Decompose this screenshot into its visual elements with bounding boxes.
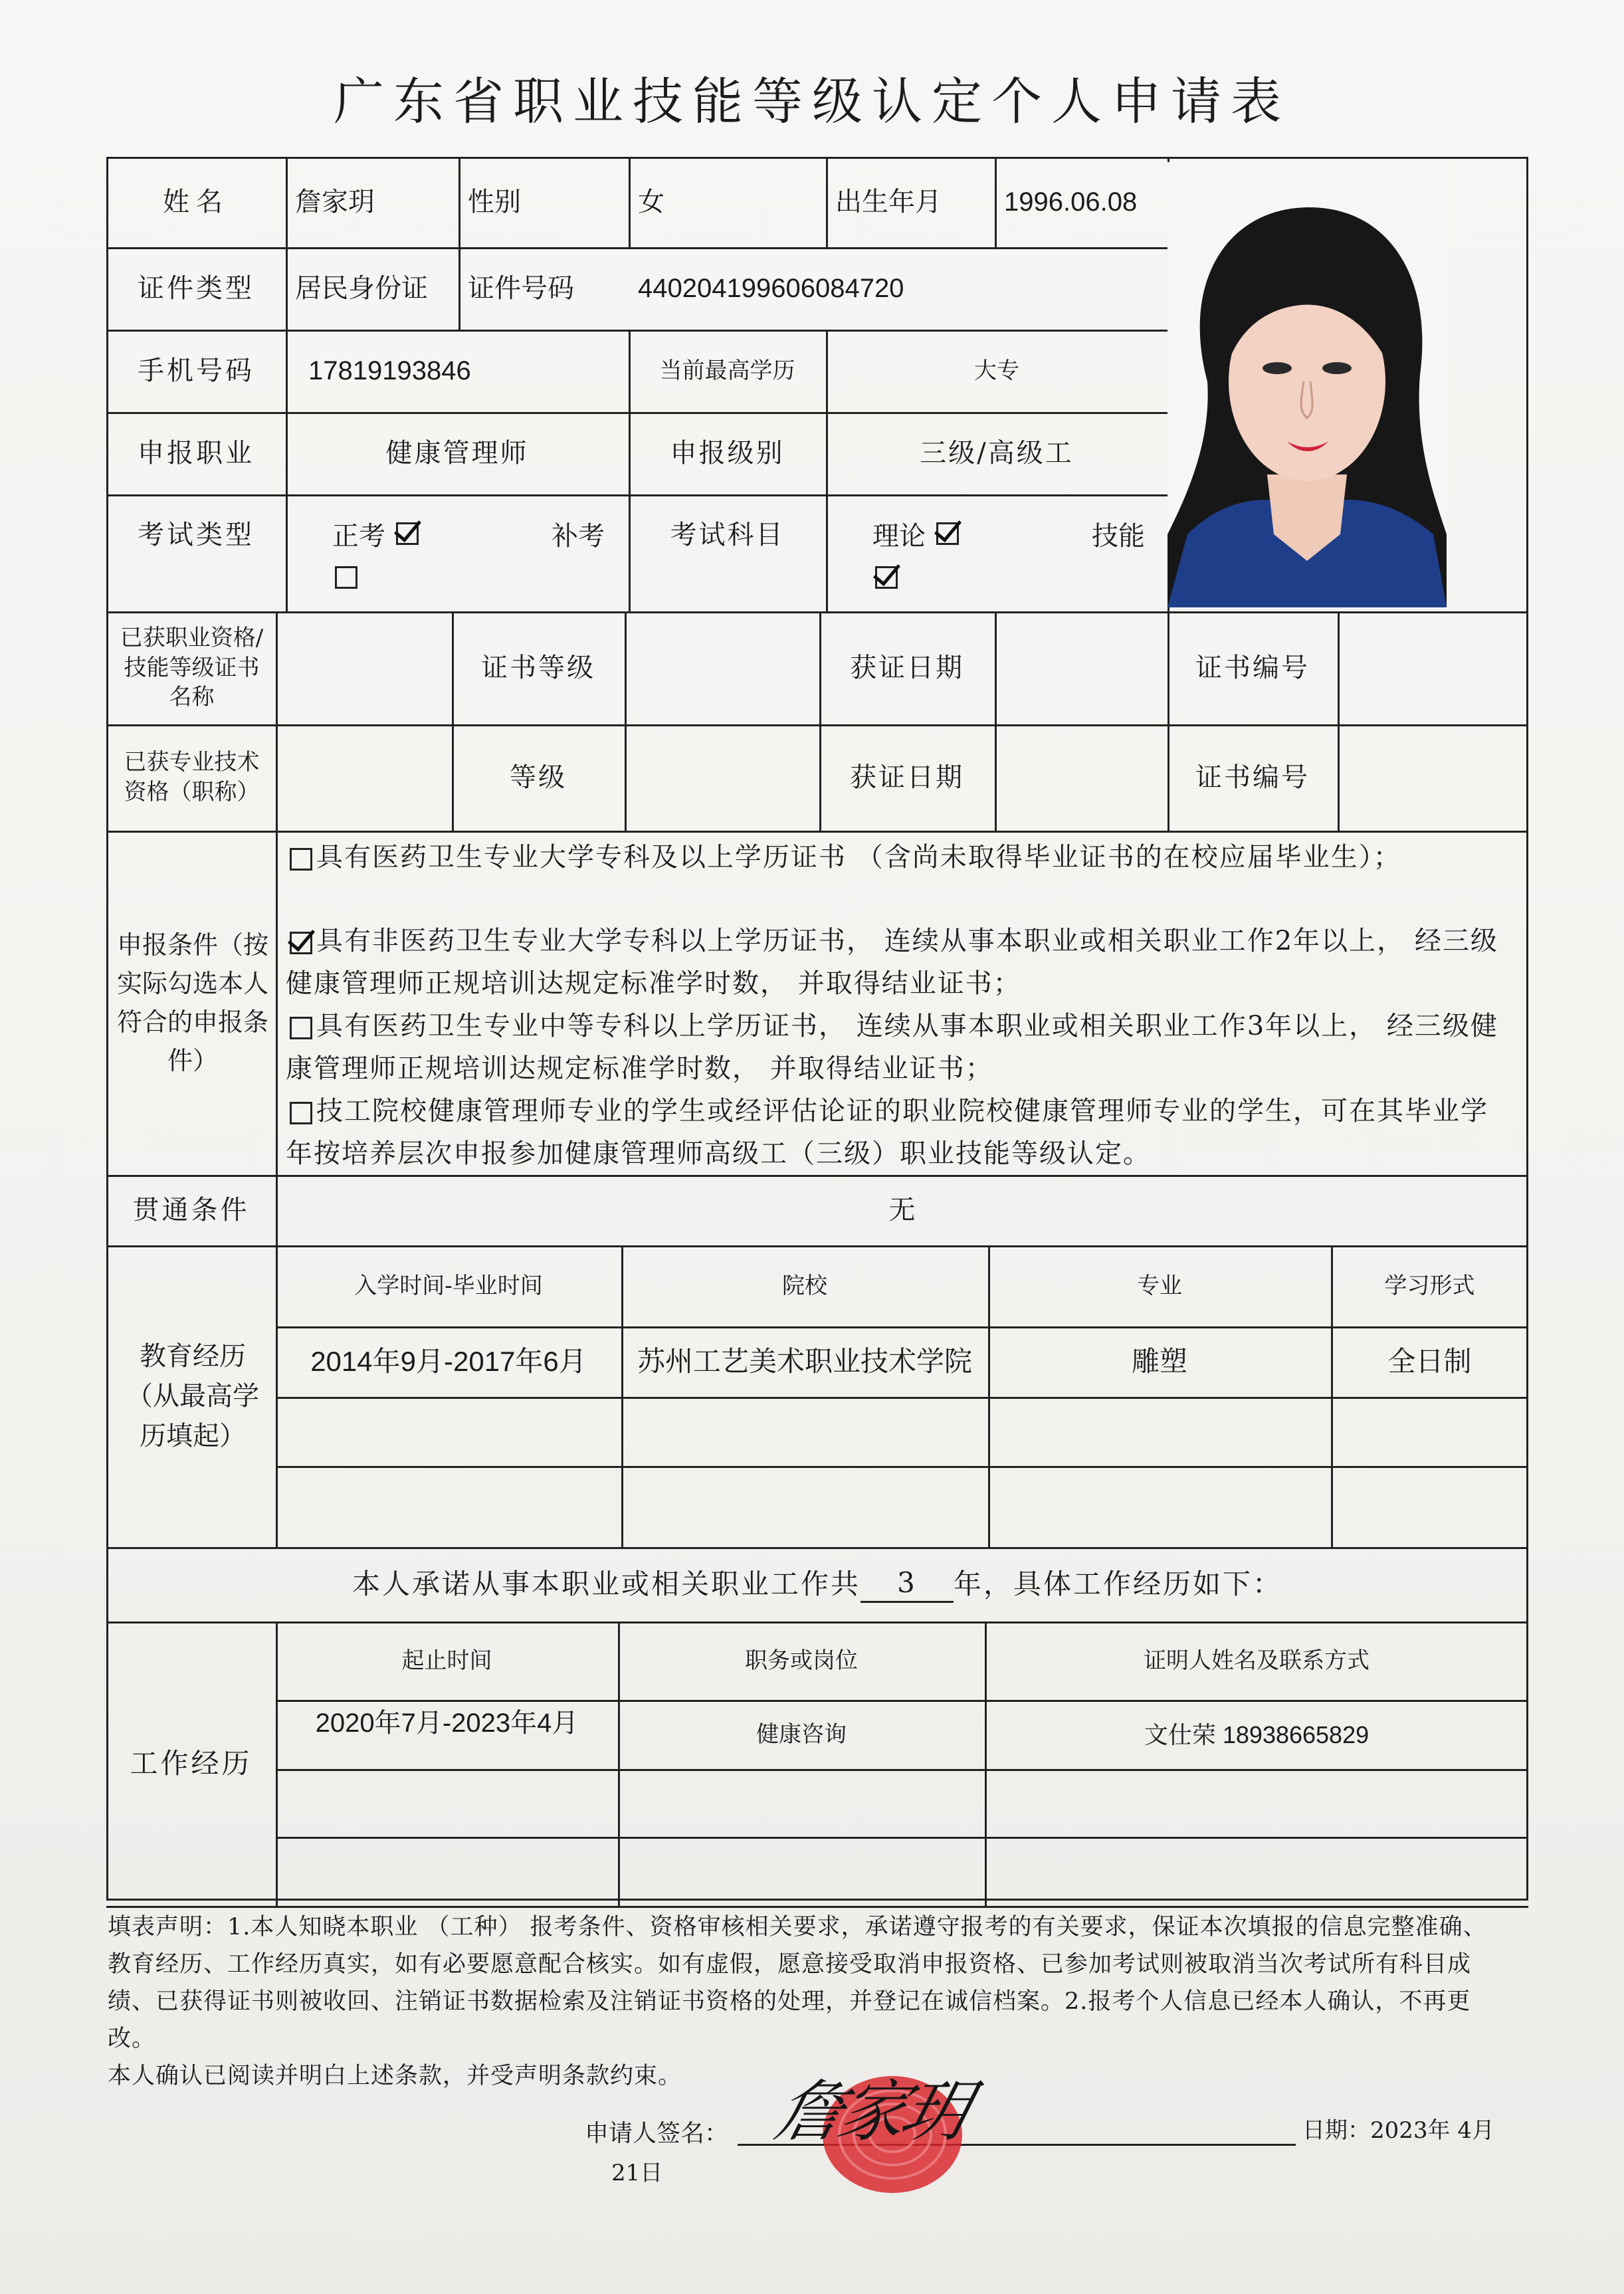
title-name-label: 已获专业技术资格（职称） [124, 749, 260, 805]
edu-header-major: 专业 [1137, 1272, 1182, 1299]
date-value[interactable]: 2023年 4月 [1370, 2117, 1494, 2144]
gender-value[interactable]: 女 [638, 187, 664, 217]
sign-label: 申请人签名： [585, 2119, 729, 2147]
portrait-image [1167, 162, 1447, 607]
conditions-label: 申报条件（按实际勾选本人符合的申报条件） [117, 930, 269, 1075]
gender-label: 性别 [468, 187, 521, 217]
through-label: 贯通条件 [132, 1195, 250, 1225]
work-row-1-reference[interactable]: 文仕荣 18938665829 [1144, 1720, 1370, 1748]
date-day[interactable]: 21日 [611, 2159, 663, 2186]
date-label: 日期： [1302, 2117, 1370, 2144]
exam-bu-checkbox[interactable] [335, 566, 357, 589]
work-row-1-position[interactable]: 健康咨询 [756, 1720, 847, 1748]
through-value[interactable]: 无 [888, 1195, 916, 1225]
condition-3-checkbox[interactable] [290, 1017, 312, 1039]
id-type-label: 证件类型 [138, 273, 254, 304]
phone-value[interactable]: 17819193846 [308, 356, 471, 385]
edu-row-1-period[interactable]: 2014年9月-2017年6月 [310, 1345, 587, 1377]
id-type-value[interactable]: 居民身份证 [295, 273, 428, 304]
birth-value[interactable]: 1996.06.08 [1004, 187, 1138, 217]
condition-4-text: 技工院校健康管理师专业的学生或经评估论证的职业院校健康管理师专业的学生，可在其毕业学年按培养层次申报参加健康管理师高级工（三级）职业技能等级认定。 [286, 1096, 1488, 1169]
signature-image: 詹家玥 [767, 2073, 975, 2150]
edu-header-mode: 学习形式 [1384, 1272, 1475, 1299]
work-years[interactable]: 3 [861, 1566, 954, 1603]
applicant-photo [1167, 162, 1447, 607]
education-label: 当前最高学历 [659, 357, 795, 384]
work-row-1-period[interactable]: 2020年7月-2023年4月 [315, 1709, 579, 1738]
name-label: 姓名 [163, 187, 229, 217]
id-no-label: 证件号码 [468, 273, 574, 304]
condition-2-text: 具有非医药卫生专业大学专科以上学历证书， 连续从事本职业或相关职业工作2年以上， 经三级健康管理师正规培训达规定标准学时数， 并取得结业证书； [286, 926, 1498, 999]
name-value[interactable]: 詹家玥 [295, 187, 375, 217]
edu-header-school: 院校 [782, 1272, 827, 1299]
condition-item-4 [286, 1090, 1502, 1175]
declaration-text: 填表声明：1.本人知晓本职业 （工种） 报考条件、资格审核相关要求，承诺遵守报考的有关要求，保证本次填报的信息完整准确、教育经历、工作经历真实，如有必要愿意配合核实。如有虚假，愿意接受取消申报资格、已参加考试则被取消当次考试所有科目成绩、已获得证书则被收回、注销证书数据检索及注销证书资格的处理，并登记在诚信档案。2.报考个人信息已经本人确认，不再更改。 [108, 1914, 1487, 2052]
work-pledge-suffix: 年，具体工作经历如下： [954, 1567, 1283, 1600]
exam-zheng-label: 正考 [332, 521, 385, 552]
condition-1-checkbox[interactable] [290, 848, 312, 871]
declaration-confirm: 本人确认已阅读并明白上述条款，并受声明条款约束。 [108, 2063, 682, 2089]
work-header-position: 职务或岗位 [745, 1647, 858, 1674]
edu-header-period: 入学时间-毕业时间 [354, 1272, 543, 1299]
cert-no-label: 证书编号 [1195, 653, 1310, 683]
condition-4-checkbox[interactable] [290, 1102, 312, 1124]
condition-item-1 [286, 836, 1502, 879]
subject-skill-label: 技能 [1092, 521, 1145, 552]
job-value[interactable]: 健康管理师 [385, 438, 529, 469]
condition-3-text: 具有医药卫生专业中等专科以上学历证书， 连续从事本职业或相关职业工作3年以上， 经三级健康管理师正规培训达规定标准学时数， 并取得结业证书； [286, 1011, 1498, 1084]
work-label: 工作经历 [130, 1746, 253, 1780]
condition-2-checkbox[interactable] [290, 932, 312, 954]
title-date-label: 获证日期 [850, 762, 964, 793]
job-label: 申报职业 [138, 438, 254, 469]
condition-item-3 [286, 1005, 1502, 1090]
subject-theory-checkbox[interactable] [936, 522, 959, 545]
id-no-value[interactable]: 440204199606084720 [638, 274, 904, 303]
work-pledge-prefix: 本人承诺从事本职业或相关职业工作共 [352, 1567, 861, 1600]
cert-name-label: 已获职业资格/技能等级证书名称 [120, 624, 264, 711]
title-no-label: 证书编号 [1195, 762, 1310, 793]
level-value[interactable]: 三级/高级工 [920, 438, 1074, 469]
exam-zheng-checkbox[interactable] [396, 522, 419, 545]
birth-label: 出生年月 [835, 187, 942, 217]
level-label: 申报级别 [670, 438, 785, 469]
education-history-label: 教育经历（从最高学历填起） [126, 1341, 259, 1451]
edu-row-1-mode[interactable]: 全日制 [1387, 1345, 1472, 1377]
edu-row-1-major[interactable]: 雕塑 [1131, 1345, 1187, 1377]
phone-label: 手机号码 [138, 356, 254, 386]
subject-theory-label: 理论 [872, 521, 926, 552]
edu-row-1-school[interactable]: 苏州工艺美术职业技术学院 [637, 1345, 972, 1377]
exam-bu-label: 补考 [552, 521, 605, 552]
education-value[interactable]: 大专 [974, 357, 1019, 384]
exam-subject-options [826, 494, 1167, 611]
form-title: 广东省职业技能等级认定个人申请表 [334, 72, 1290, 131]
cert-date-label: 获证日期 [850, 653, 964, 683]
exam-type-label: 考试类型 [138, 520, 254, 550]
cert-level-label: 证书等级 [481, 653, 595, 683]
date-field [1302, 2111, 1528, 2150]
exam-type-options [286, 494, 629, 611]
work-pledge [106, 1547, 1528, 1621]
condition-1-text: 具有医药卫生专业大学专科及以上学历证书 （含尚未取得毕业证书的在校应届毕业生）； [316, 842, 1401, 873]
work-header-reference: 证明人姓名及联系方式 [1144, 1647, 1370, 1674]
title-level-label: 等级 [510, 762, 567, 793]
condition-item-2 [286, 920, 1502, 1005]
exam-subject-label: 考试科目 [670, 520, 785, 550]
subject-skill-checkbox[interactable] [875, 566, 898, 589]
work-header-period: 起止时间 [401, 1647, 492, 1674]
